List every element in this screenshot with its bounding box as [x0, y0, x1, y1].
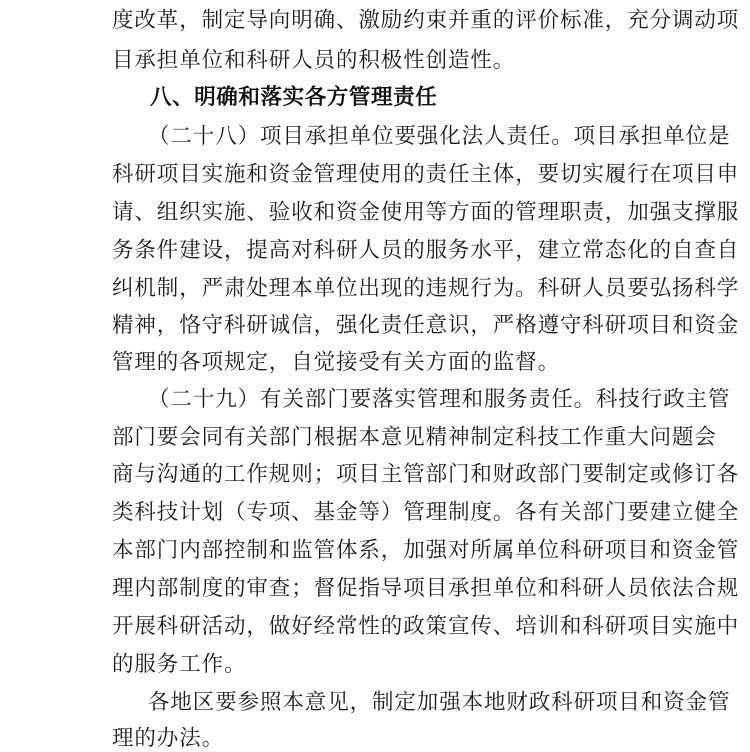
para28-line-1: （二十八）项目承担单位要强化法人责任。项目承担单位是 — [148, 124, 731, 149]
para29-line-7: 开展科研活动，做好经常性的政策宣传、培训和科研项目实施中 — [112, 614, 740, 639]
para29-line-1: （二十九）有关部门要落实管理和服务责任。科技行政主管 — [148, 387, 731, 412]
closing-line-1: 各地区要参照本意见，制定加强本地财政科研项目和资金管 — [148, 690, 731, 715]
para28-line-6: 精神，恪守科研诚信，强化责任意识，严格遵守科研项目和资金 — [112, 313, 740, 338]
para28-line-2: 科研项目实施和资金管理使用的责任主体，要切实履行在项目申 — [112, 162, 740, 187]
para28-line-3: 请、组织实施、验收和资金使用等方面的管理职责，加强支撑服 — [112, 200, 740, 225]
intro-line-1: 度改革，制定导向明确、激励约束并重的评价标准，充分调动项 — [112, 8, 740, 33]
para28-line-4: 务条件建设，提高对科研人员的服务水平，建立常态化的自查自 — [112, 238, 740, 263]
para29-line-3: 商与沟通的工作规则；项目主管部门和财政部门要制定或修订各 — [112, 462, 740, 487]
para28-line-5: 纠机制，严肃处理本单位出现的违规行为。科研人员要弘扬科学 — [112, 276, 740, 301]
para28-line-7: 管理的各项规定，自觉接受有关方面的监督。 — [112, 350, 561, 375]
para29-line-4: 类科技计划（专项、基金等）管理制度。各有关部门要建立健全 — [112, 500, 740, 525]
para29-line-8: 的服务工作。 — [112, 652, 247, 677]
section-heading: 八、明确和落实各方管理责任 — [150, 85, 438, 110]
para29-line-6: 理内部制度的审查；督促指导项目承担单位和科研人员依法合规 — [112, 576, 740, 601]
intro-line-2: 目承担单位和科研人员的积极性创造性。 — [112, 48, 516, 73]
para29-line-2: 部门要会同有关部门根据本意见精神制定科技工作重大问题会 — [112, 425, 717, 450]
para29-line-5: 本部门内部控制和监管体系，加强对所属单位科研项目和资金管 — [112, 538, 740, 563]
closing-line-2: 理的办法。 — [112, 726, 225, 751]
